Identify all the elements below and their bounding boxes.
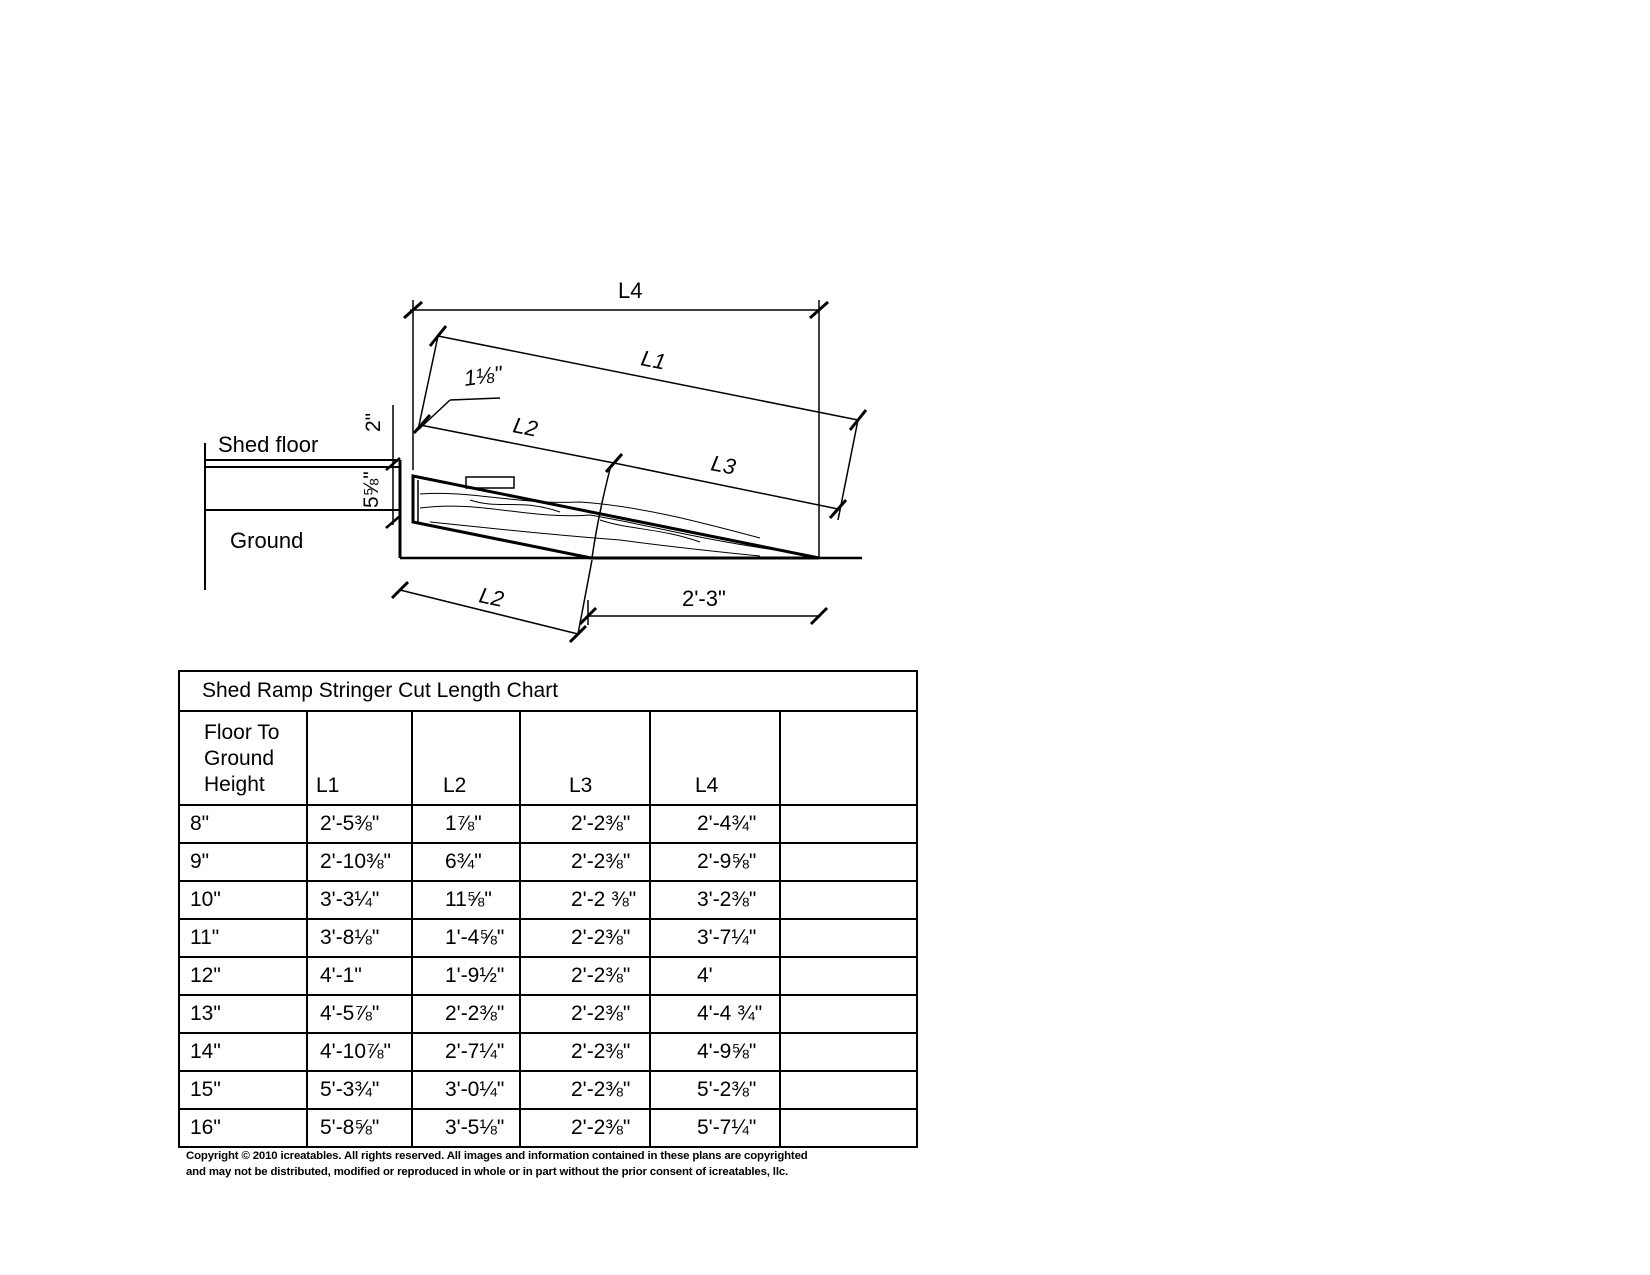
l2-cell: 3'-0¼" [412, 1071, 520, 1109]
empty-cell [780, 881, 917, 919]
height-header-line-1: Floor To [204, 721, 280, 744]
l1-label: L1 [639, 345, 668, 375]
l1-cell: 4'-1" [307, 957, 412, 995]
l3-cell: 2'-2⅜" [520, 919, 650, 957]
run-label: 2'-3" [682, 586, 726, 611]
copyright-line-1: Copyright © 2010 icreatables. All rights reserved. All images and information contained in these plans are copyrighted [186, 1150, 808, 1162]
l4-cell: 4'-4 ¾" [650, 995, 780, 1033]
empty-cell [780, 805, 917, 843]
offset-label: 1⅛" [462, 360, 504, 391]
l3-tick-right [830, 500, 846, 518]
l3-cell: 2'-2⅜" [520, 995, 650, 1033]
l3-cell: 2'-2 ⅜" [520, 881, 650, 919]
l4-cell: 2'-4¾" [650, 805, 780, 843]
l2-cell: 11⅝" [412, 881, 520, 919]
height-header-line-3: Height [204, 773, 265, 796]
empty-cell [780, 957, 917, 995]
l4-column-header: L4 [650, 711, 780, 805]
ground-label: Ground [230, 528, 304, 553]
copyright-notice [186, 1148, 906, 1180]
l1-tick-left [430, 326, 446, 346]
empty-cell [780, 843, 917, 881]
height-cell: 9" [179, 843, 307, 881]
l3-cell: 2'-2⅜" [520, 843, 650, 881]
empty-cell [780, 1109, 917, 1147]
l1-cell: 5'-3¾" [307, 1071, 412, 1109]
table-row [179, 957, 917, 995]
height-cell: 13" [179, 995, 307, 1033]
l4-cell: 4' [650, 957, 780, 995]
cleat-block [466, 477, 514, 488]
l2-top-label: L2 [511, 412, 540, 442]
chart-header-row [179, 711, 917, 805]
l2-bottom-label: L2 [476, 582, 507, 612]
table-row [179, 919, 917, 957]
table-row [179, 843, 917, 881]
table-row [179, 1109, 917, 1147]
l1-column-header: L1 [307, 711, 412, 805]
l2-bottom-tick-left [392, 582, 408, 598]
l2-cell: 1⅞" [412, 805, 520, 843]
empty-cell [780, 1033, 917, 1071]
l3-cell: 2'-2⅜" [520, 1109, 650, 1147]
l2-column-header: L2 [412, 711, 520, 805]
l4-cell: 2'-9⅝" [650, 843, 780, 881]
extra-column-header [780, 711, 917, 805]
copyright-line-2: and may not be distributed, modified or reproduced in whole or in part without the prior consent of icreatables, llc. [186, 1166, 789, 1178]
table-row [179, 1071, 917, 1109]
l2-cell: 3'-5⅛" [412, 1109, 520, 1147]
height-cell: 14" [179, 1033, 307, 1071]
l1-cell: 2'-10⅜" [307, 843, 412, 881]
l4-label: L4 [618, 278, 643, 303]
height-column-header [179, 711, 307, 805]
height-cell: 15" [179, 1071, 307, 1109]
two-inch-label: 2" [362, 412, 385, 432]
l1-cell: 3'-3¼" [307, 881, 412, 919]
l1-cell: 2'-5⅜" [307, 805, 412, 843]
height-header-line-2: Ground [204, 747, 275, 770]
l2-cell: 6¾" [412, 843, 520, 881]
table-row [179, 881, 917, 919]
l4-cell: 4'-9⅝" [650, 1033, 780, 1071]
offset-leader-ext [450, 398, 500, 400]
height-cell: 16" [179, 1109, 307, 1147]
l1-cell: 4'-5⅞" [307, 995, 412, 1033]
l4-cell: 5'-2⅜" [650, 1071, 780, 1109]
l4-cell: 3'-7¼" [650, 919, 780, 957]
l4-cell: 5'-7¼" [650, 1109, 780, 1147]
shed-floor-label: Shed floor [218, 432, 319, 457]
height-cell: 11" [179, 919, 307, 957]
l1-tick-right [850, 410, 866, 430]
l2-cell: 2'-2⅜" [412, 995, 520, 1033]
l3-label: L3 [709, 450, 738, 480]
chart-title: Shed Ramp Stringer Cut Length Chart [179, 671, 917, 711]
l1-cell: 4'-10⅞" [307, 1033, 412, 1071]
l3-cell: 2'-2⅜" [520, 1071, 650, 1109]
empty-cell [780, 1071, 917, 1109]
table-row [179, 1033, 917, 1071]
l3-cell: 2'-2⅜" [520, 957, 650, 995]
height-cell: 12" [179, 957, 307, 995]
l1-cell: 5'-8⅝" [307, 1109, 412, 1147]
l1-cell: 3'-8⅛" [307, 919, 412, 957]
l2-top-tick-left [414, 415, 430, 433]
chart-title-row [179, 671, 917, 711]
l3-column-header: L3 [520, 711, 650, 805]
l3-cell: 2'-2⅜" [520, 1033, 650, 1071]
l2-bottom-tick-right [570, 626, 586, 642]
height-cell: 10" [179, 881, 307, 919]
l2-cell: 2'-7¼" [412, 1033, 520, 1071]
height-cell: 8" [179, 805, 307, 843]
l3-cell: 2'-2⅜" [520, 805, 650, 843]
empty-cell [780, 995, 917, 1033]
five-five-eighths-label: 5⅝" [360, 471, 383, 508]
table-row [179, 995, 917, 1033]
empty-cell [780, 919, 917, 957]
table-row [179, 805, 917, 843]
l2-cell: 1'-4⅝" [412, 919, 520, 957]
stringer-cut-length-chart [178, 670, 918, 1148]
l4-cell: 3'-2⅜" [650, 881, 780, 919]
l2-cell: 1'-9½" [412, 957, 520, 995]
wood-grain [420, 493, 790, 556]
